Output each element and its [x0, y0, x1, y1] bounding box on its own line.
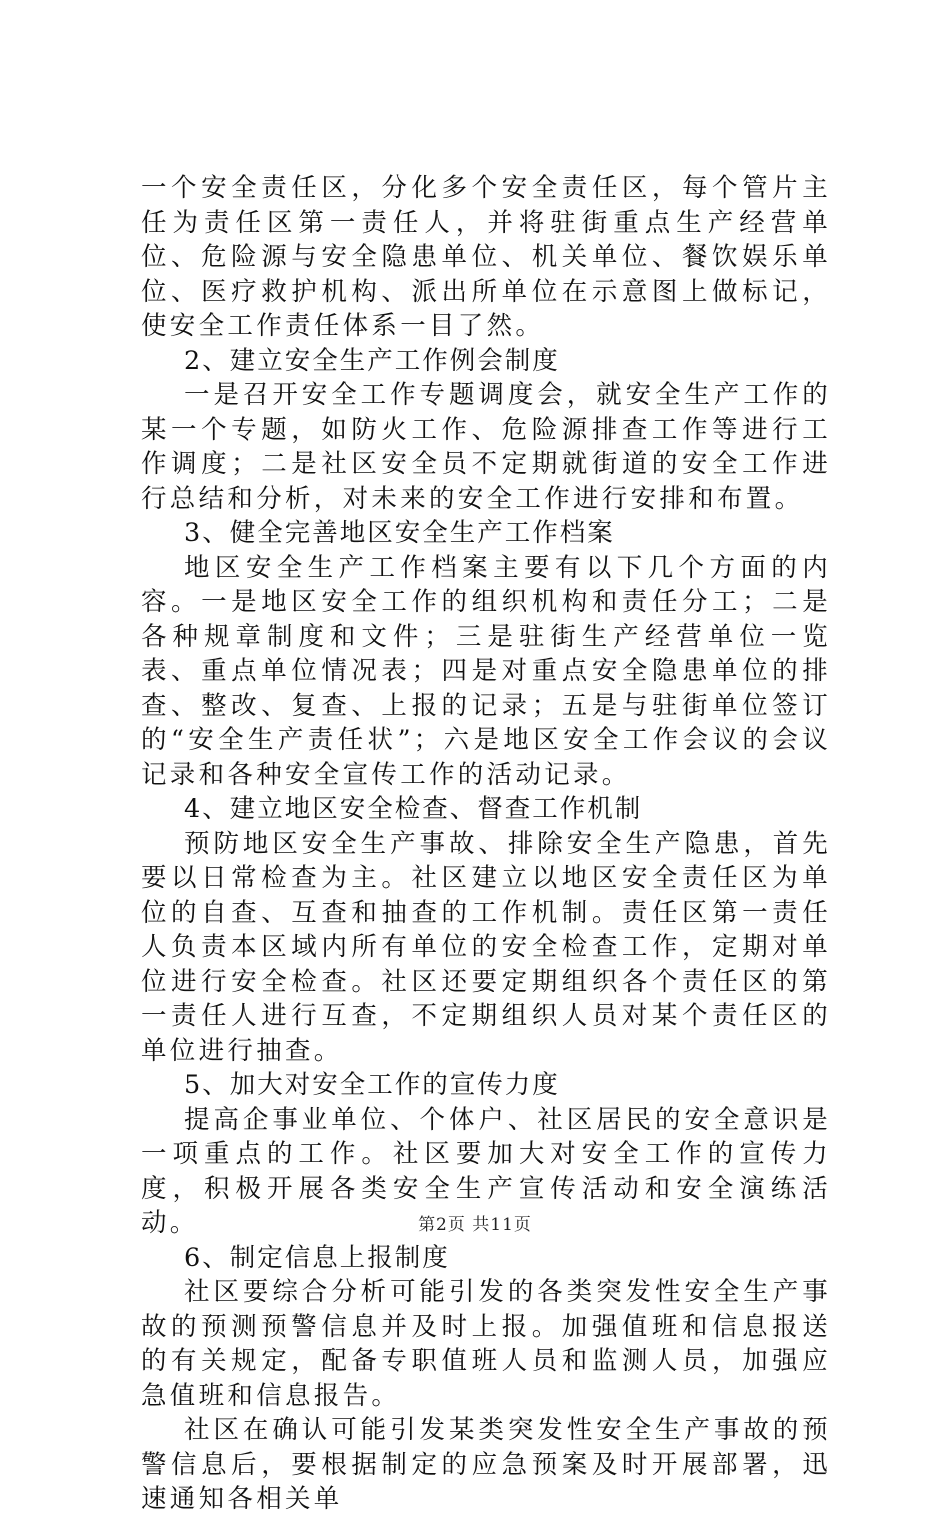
paragraph-body: 预防地区安全生产事故、排除安全生产隐患，首先要以日常检查为主。社区建立以地区安全责任区为单位的自查、互查和抽查的工作机制。责任区第一责任人负责本区域内所有单位的安全检查工作，定期对单位进行安全检查。社区还要定期组织各个责任区的第一责任人进行互查，不定期组织人员对某个责任区的单位进行抽查。 — [141, 828, 831, 1066]
section-heading-5: 5、加大对安全工作的宣传力度 — [184, 1070, 560, 1100]
paragraph-body: 社区要综合分析可能引发的各类突发性安全生产事故的预测预警信息并及时上报。加强值班和信息报送的有关规定，配备专职值班人员和监测人员，加强应急值班和信息报告。 — [141, 1277, 831, 1411]
section-heading-3: 3、健全完善地区安全生产工作档案 — [184, 518, 615, 548]
page-footer: 第2页 共11页 — [418, 1215, 532, 1235]
paragraph-body: 提高企事业单位、个体户、社区居民的安全意识是一项重点的工作。社区要加大对安全工作的宣传力度，积极开展各类安全生产宣传活动和安全演练活动。 — [141, 1104, 831, 1238]
document-body — [141, 171, 831, 1517]
paragraph-body: 地区安全生产工作档案主要有以下几个方面的内容。一是地区安全工作的组织机构和责任分工；二是各种规章制度和文件；三是驻街生产经营单位一览表、重点单位情况表；四是对重点安全隐患单位的排查、整改、复查、上报的记录；五是与驻街单位签订的“安全生产责任状”；六是地区安全工作会议的会议记录和各种安全宣传工作的活动记录。 — [141, 552, 831, 790]
paragraph-continuation: 一个安全责任区，分化多个安全责任区，每个管片主任为责任区第一责任人，并将驻街重点生产经营单位、危险源与安全隐患单位、机关单位、餐饮娱乐单位、医疗救护机构、派出所单位在示意图上做标记，使安全工作责任体系一目了然。 — [141, 173, 831, 341]
section-heading-2: 2、建立安全生产工作例会制度 — [184, 345, 560, 376]
section-heading-4: 4、建立地区安全检查、督查工作机制 — [184, 794, 643, 824]
section-heading-6: 6、制定信息上报制度 — [184, 1242, 450, 1273]
paragraph-body: 一是召开安全工作专题调度会，就安全生产工作的某一个专题，如防火工作、危险源排查工作等进行工作调度；二是社区安全员不定期就街道的安全工作进行总结和分析，对未来的安全工作进行安排和布置。 — [141, 380, 831, 514]
paragraph-body: 社区在确认可能引发某类突发性安全生产事故的预警信息后，要根据制定的应急预案及时开展部署，迅速通知各相关单 — [141, 1415, 831, 1514]
